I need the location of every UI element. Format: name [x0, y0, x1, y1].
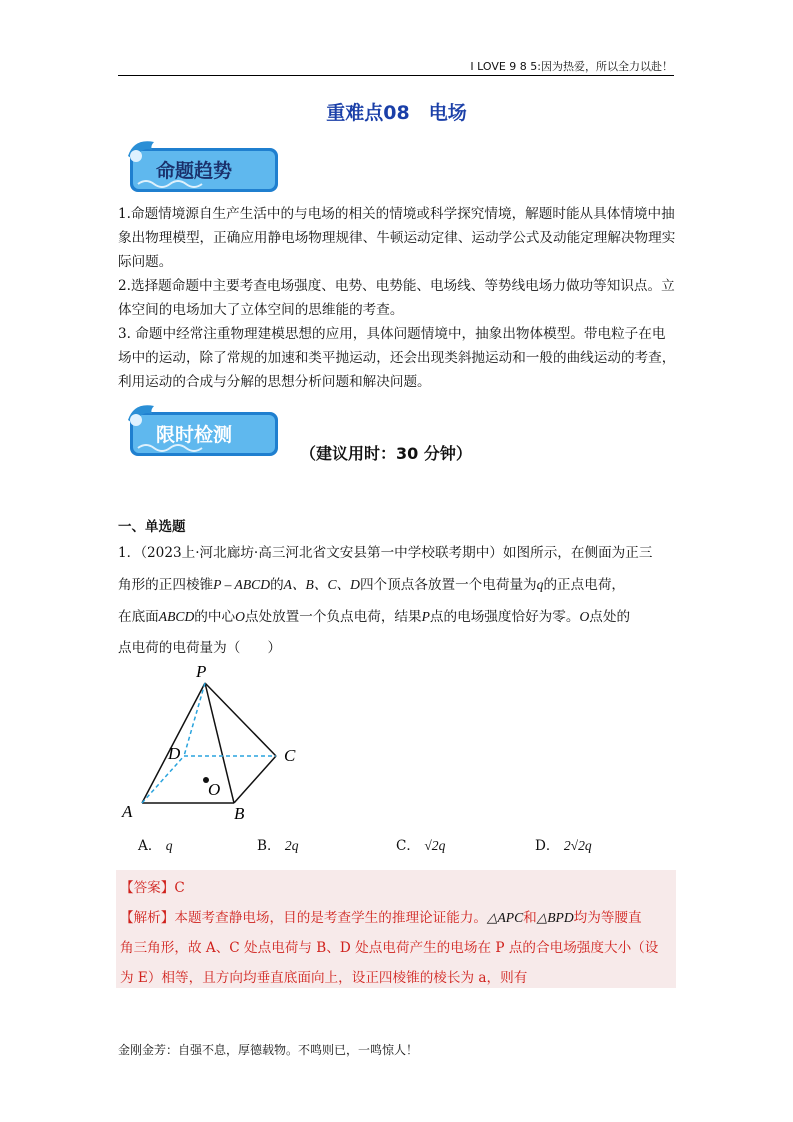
trend-paragraph-1: 1.命题情境源自生产生活中的与电场的相关的情境或科学探究情境，解题时能从具体情境中抽象出物理模型，正确应用静电场物理规律、牛顿运动定律、运动学公式及动能定理解决物理实际问题。: [118, 206, 676, 270]
option-c[interactable]: C． √2q: [396, 838, 446, 854]
option-a[interactable]: A． q: [138, 838, 173, 854]
question-text: [118, 538, 678, 664]
header-slogan: I LOVE 9 8 5:因为热爱，所以全力以赴！: [470, 60, 673, 73]
page-title: 重难点08 电场: [326, 102, 467, 124]
question-line-3: 在底面ABCD的中心O点处放置一个负点电荷，结果P点的电场强度恰好为零。O点处的: [118, 609, 631, 625]
pyramid-figure: [110, 655, 310, 825]
option-d[interactable]: D． 2√2q: [535, 838, 592, 854]
trend-paragraphs: [118, 202, 678, 394]
header-divider: [118, 75, 674, 76]
label-P: P: [196, 662, 207, 681]
time-note: （建议用时：30 分钟）: [300, 444, 472, 463]
label-D: D: [168, 744, 181, 763]
trend-paragraph-2: 2.选择题命题中主要考查电场强度、电势、电势能、电场线、等势线电场力做功等知识点。立体空间的电场加大了立体空间的思维能的考查。: [118, 278, 675, 318]
option-b[interactable]: B． 2q: [257, 838, 299, 854]
explanation-line-1: 【解析】本题考查静电场，目的是考查学生的推理论证能力。△APC和△BPD均为等腰直: [120, 910, 642, 926]
explanation-line-2: 角三角形，故 A、C 处点电荷与 B、D 处点电荷产生的电场在 P 点的合电场强度大小（设: [120, 940, 659, 956]
label-A: A: [122, 802, 133, 821]
section-title: 一、单选题: [118, 519, 186, 535]
trend-badge-label: 命题趋势: [156, 160, 233, 182]
trend-paragraph-3: 3. 命题中经常注重物理建模思想的应用，具体问题情境中，抽象出物体模型。带电粒子在电场中的运动，除了常规的加速和类平抛运动，还会出现类斜抛运动和一般的曲线运动的考查，利用运动的合成与分解的思想分析问题和解决问题。: [118, 326, 676, 390]
explanation-line-3: 为 E）相等，且方向均垂直底面向上，设正四棱锥的棱长为 a，则有: [120, 970, 528, 986]
label-B: B: [234, 804, 245, 823]
footer-motto: 金刚金芳：自强不息，厚德载物。不鸣则已，一鸣惊人！: [118, 1043, 419, 1057]
test-badge: [120, 398, 280, 460]
answer-box: [116, 870, 676, 988]
answer-label: 【答案】C: [120, 880, 185, 896]
question-line-2: 角形的正四棱锥P – ABCD的A、B、C、D四个顶点各放置一个电荷量为q的正点电荷，: [118, 577, 626, 593]
label-O: O: [208, 780, 221, 799]
test-badge-label: 限时检测: [156, 424, 233, 446]
label-C: C: [284, 746, 296, 765]
question-line-1: 1．（2023上·河北廊坊·高三河北省文安县第一中学校联考期中）如图所示，在侧面为正三: [118, 545, 653, 561]
question-line-4: 点电荷的电荷量为（ ）: [118, 640, 282, 656]
trend-badge: [120, 134, 280, 196]
